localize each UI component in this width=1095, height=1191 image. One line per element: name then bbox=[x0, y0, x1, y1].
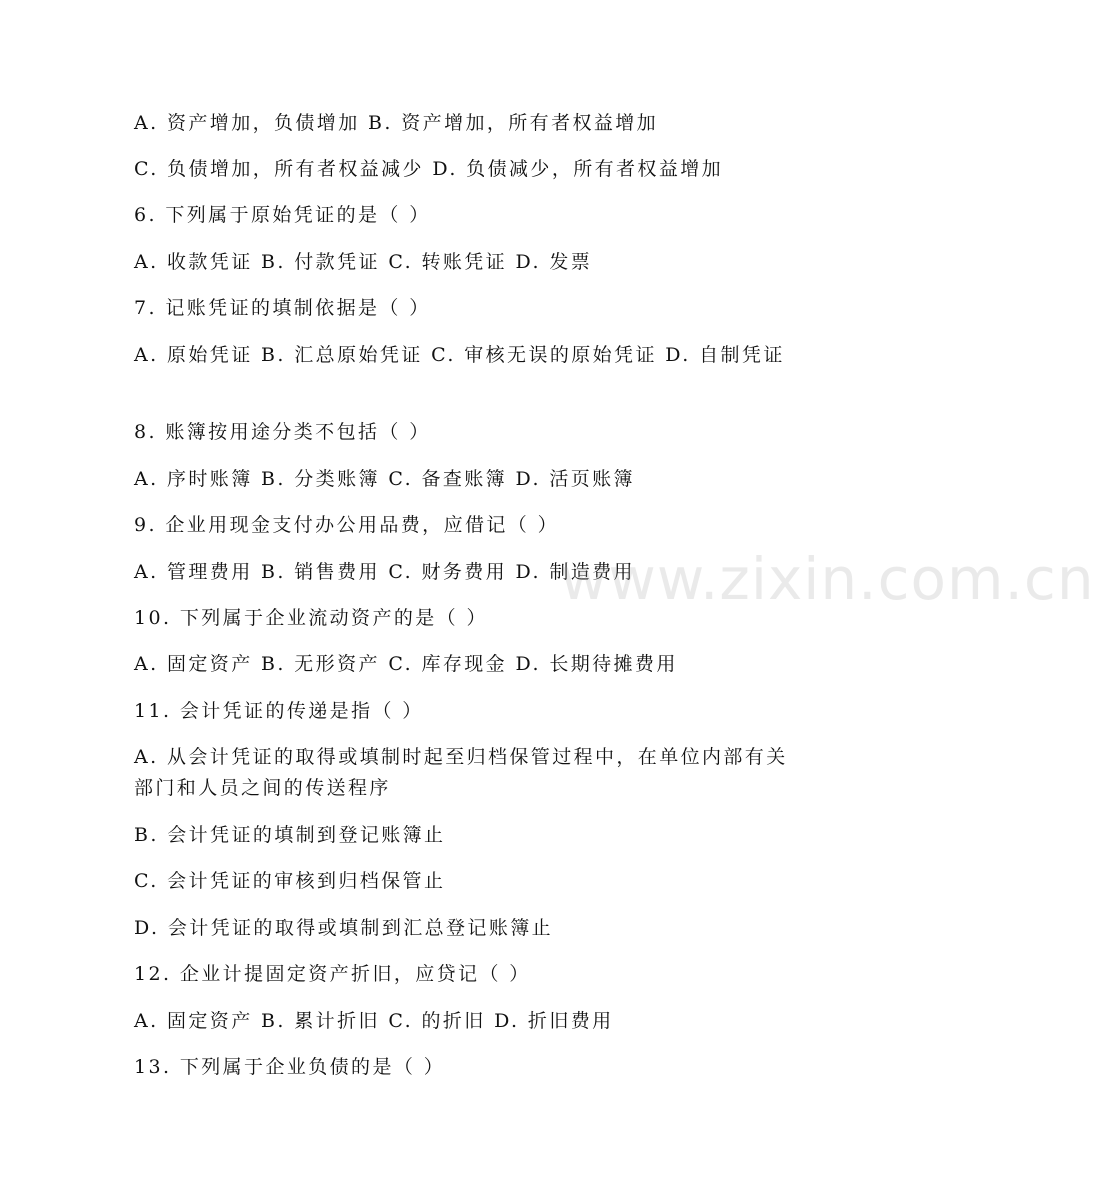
question-12: 12. 企业计提固定资产折旧，应贷记（ ） bbox=[134, 963, 531, 985]
options-q12: A. 固定资产 B. 累计折旧 C. 的折旧 D. 折旧费用 bbox=[134, 1010, 614, 1032]
question-7: 7. 记账凭证的填制依据是（ ） bbox=[134, 297, 431, 319]
option-q11-a: A. 从会计凭证的取得或填制时起至归档保管过程中，在单位内部有关部门和人员之间的传送程序 bbox=[134, 746, 788, 799]
question-11: 11. 会计凭证的传递是指（ ） bbox=[134, 700, 424, 722]
option-q11-c: C. 会计凭证的审核到归档保管止 bbox=[134, 870, 446, 892]
watermark-text: www.zixin.com.cn bbox=[560, 545, 1095, 613]
question-9: 9. 企业用现金支付办公用品费，应借记（ ） bbox=[134, 514, 560, 536]
options-q7: A. 原始凭证 B. 汇总原始凭证 C. 审核无误的原始凭证 D. 自制凭证 bbox=[134, 344, 785, 366]
options-q8: A. 序时账簿 B. 分类账簿 C. 备查账簿 D. 活页账簿 bbox=[134, 468, 635, 490]
options-q10: A. 固定资产 B. 无形资产 C. 库存现金 D. 长期待摊费用 bbox=[134, 653, 678, 675]
question-8: 8. 账簿按用途分类不包括（ ） bbox=[134, 421, 431, 443]
options-q6: A. 收款凭证 B. 付款凭证 C. 转账凭证 D. 发票 bbox=[134, 251, 593, 273]
option-line-q5-ab: A. 资产增加，负债增加 B. 资产增加，所有者权益增加 bbox=[134, 112, 659, 134]
option-q11-b: B. 会计凭证的填制到登记账簿止 bbox=[134, 824, 446, 846]
question-10: 10. 下列属于企业流动资产的是（ ） bbox=[134, 607, 488, 629]
option-q11-d: D. 会计凭证的取得或填制到汇总登记账簿止 bbox=[134, 917, 554, 939]
option-line-q5-cd: C. 负债增加，所有者权益减少 D. 负债减少，所有者权益增加 bbox=[134, 158, 724, 180]
question-13: 13. 下列属于企业负债的是（ ） bbox=[134, 1056, 446, 1078]
question-6: 6. 下列属于原始凭证的是（ ） bbox=[134, 204, 431, 226]
options-q9: A. 管理费用 B. 销售费用 C. 财务费用 D. 制造费用 bbox=[134, 561, 635, 583]
